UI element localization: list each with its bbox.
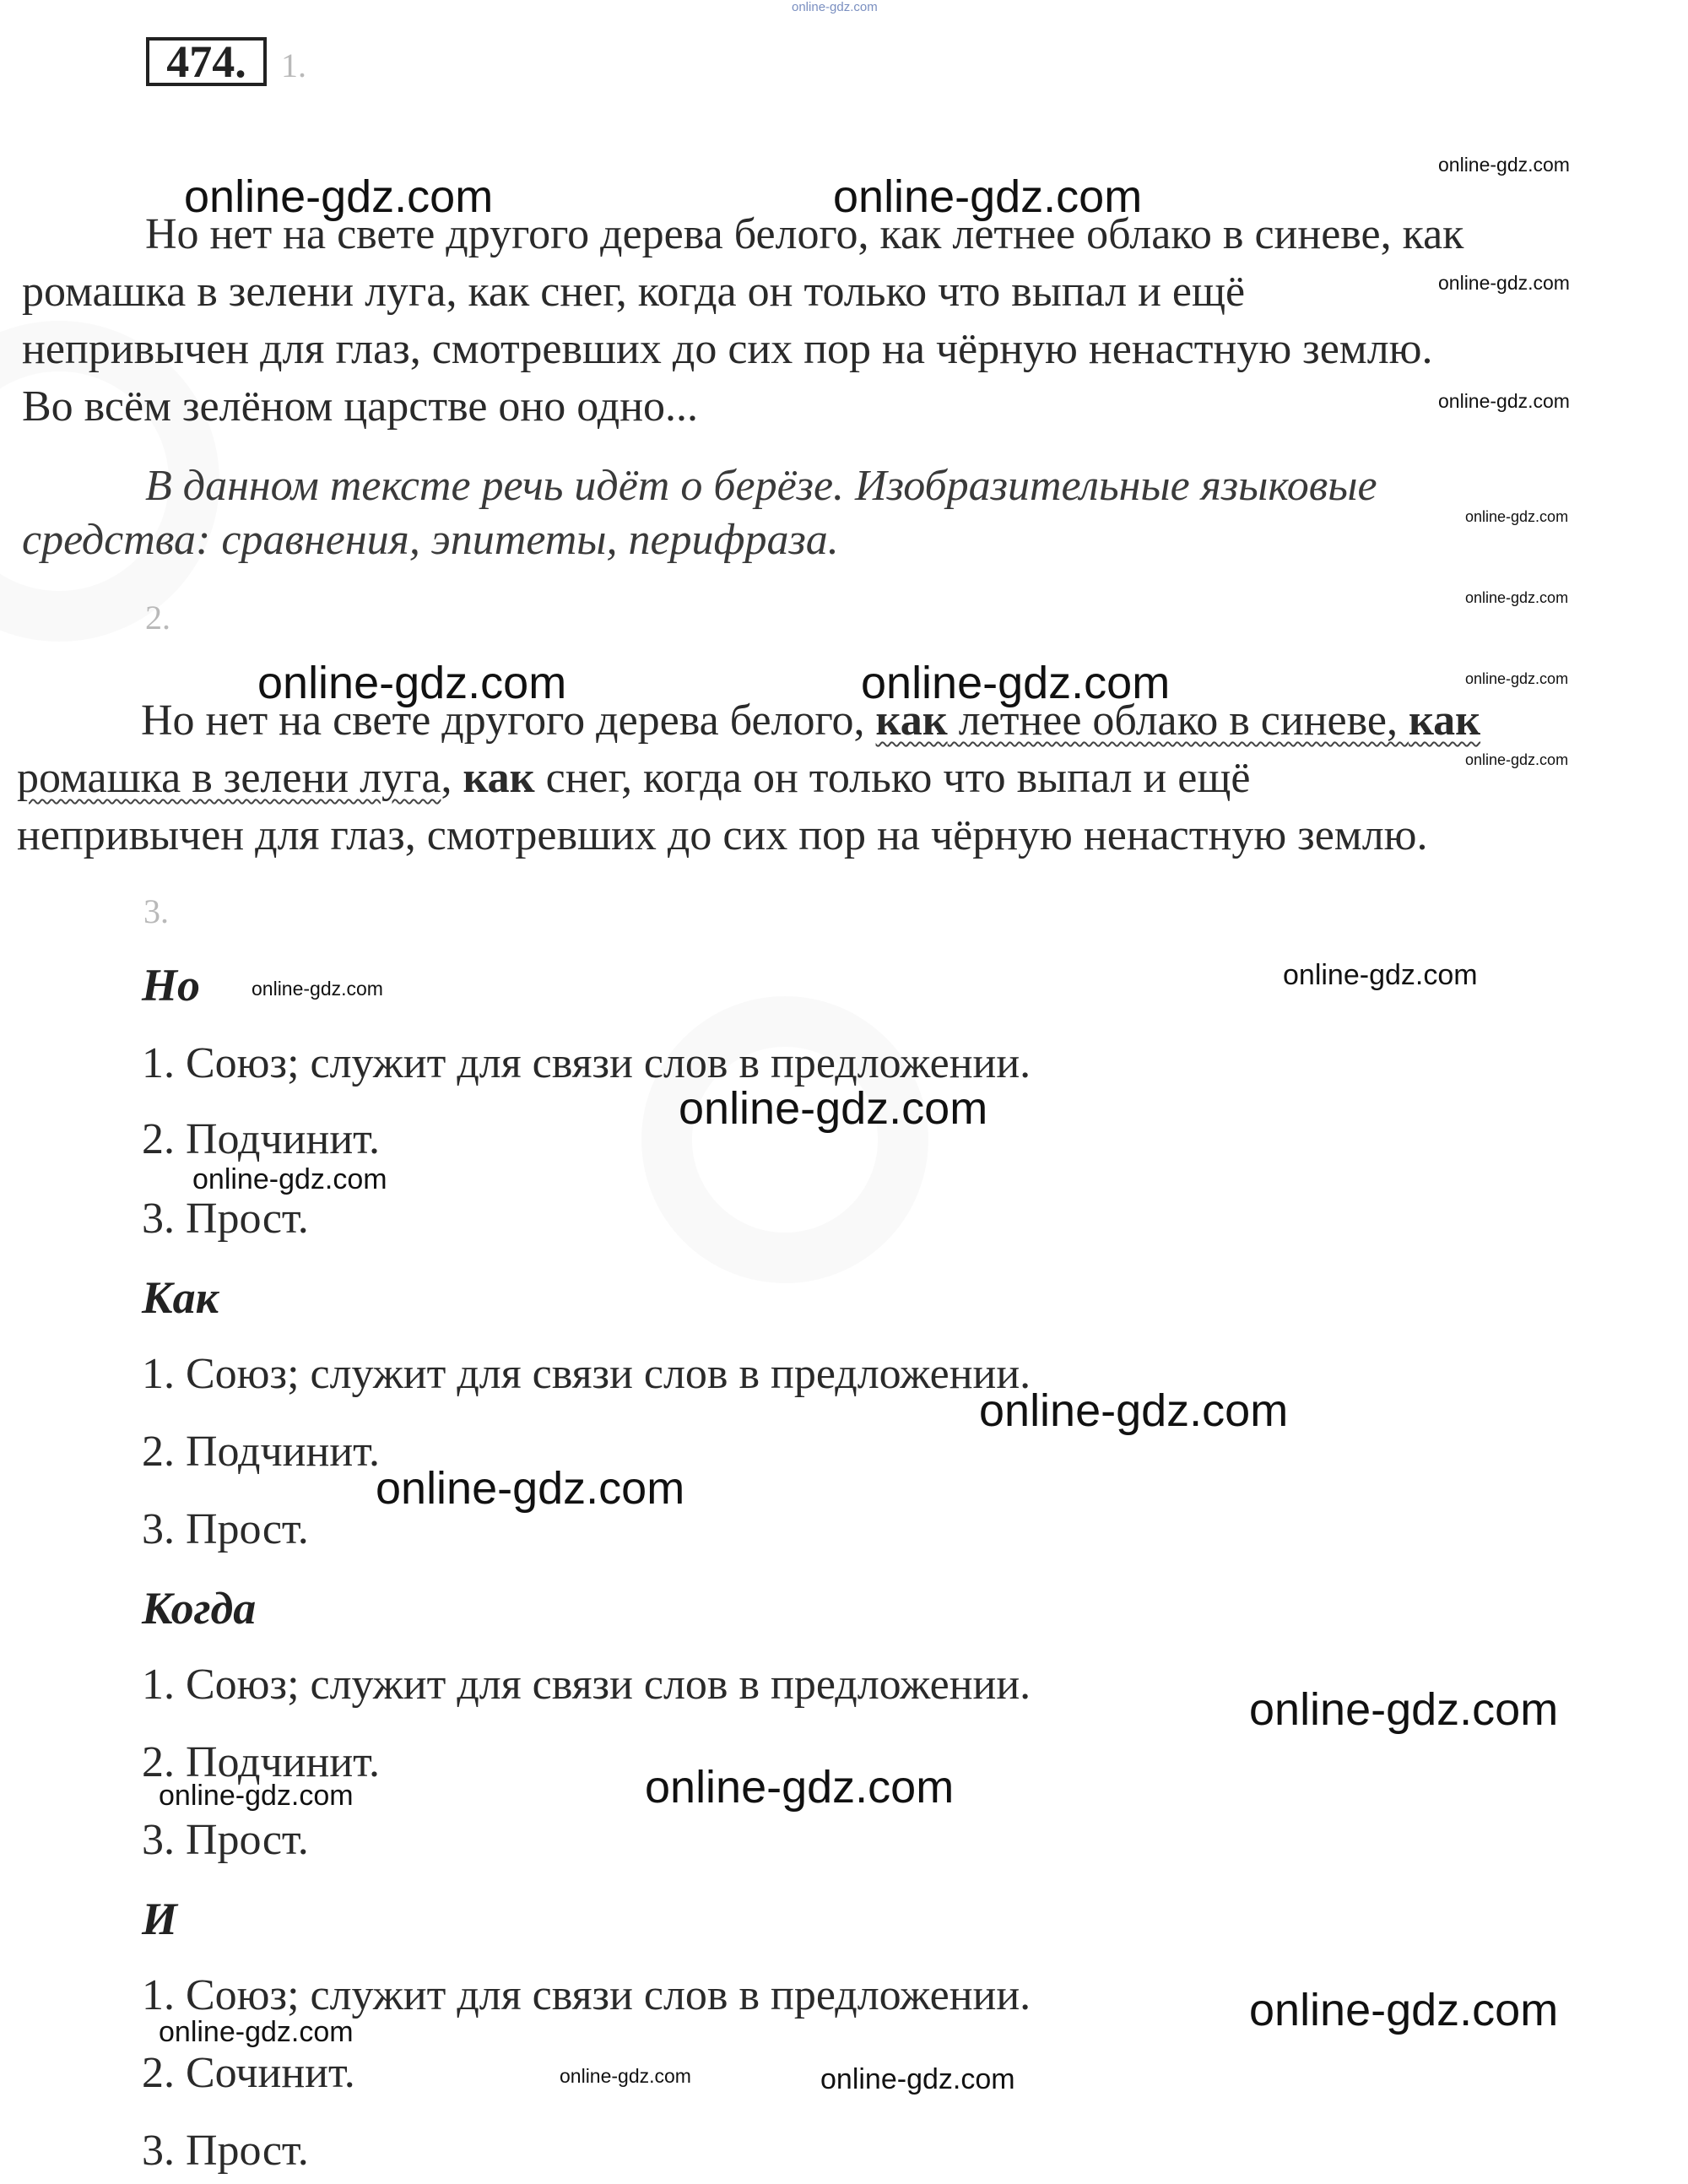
word-item: 1. Союз; служит для связи слов в предложении. bbox=[142, 1971, 1031, 2019]
watermark: online-gdz.com bbox=[1465, 508, 1569, 525]
word-item: 2. Сочинит. bbox=[142, 2049, 355, 2097]
text-fragment: , bbox=[441, 754, 463, 802]
watermark: online-gdz.com bbox=[1465, 751, 1569, 768]
watermark: online-gdz.com bbox=[1465, 589, 1569, 606]
watermark: online-gdz.com bbox=[1438, 390, 1570, 412]
watermark: online-gdz.com bbox=[184, 171, 494, 222]
watermark: online-gdz.com bbox=[1438, 154, 1570, 176]
watermark: online-gdz.com bbox=[159, 1780, 354, 1812]
word-heading: Как bbox=[142, 1272, 219, 1323]
word-heading: Но bbox=[142, 960, 201, 1011]
watermark: online-gdz.com bbox=[1249, 1684, 1559, 1735]
watermark: online-gdz.com bbox=[257, 658, 567, 708]
part-1-line: Но нет на свете другого дерева белого, как летнее облако в синеве, как bbox=[145, 210, 1464, 258]
text-fragment: Но нет на свете другого дерева белого, bbox=[141, 696, 876, 745]
watermark: online-gdz.com bbox=[376, 1463, 685, 1514]
watermark: online-gdz.com bbox=[861, 658, 1171, 708]
word-item: 2. Подчинит. bbox=[142, 1115, 380, 1163]
conjunction-kak: как bbox=[463, 754, 535, 802]
exercise-number: 474. bbox=[146, 37, 267, 86]
word-item: 3. Прост. bbox=[142, 1195, 309, 1243]
word-item: 3. Прост. bbox=[142, 1505, 309, 1553]
word-item: 1. Союз; служит для связи слов в предложении. bbox=[142, 1661, 1031, 1709]
part-2-line: непривычен для глаз, смотревших до сих пор на чёрную ненастную землю. bbox=[17, 811, 1428, 859]
watermark: online-gdz.com bbox=[159, 2016, 354, 2048]
part-2-label: 2. bbox=[145, 599, 170, 637]
text-fragment: снег, когда он только что выпал и ещё bbox=[534, 754, 1251, 802]
watermark: online-gdz.com bbox=[979, 1385, 1289, 1436]
watermark: online-gdz.com bbox=[679, 1083, 988, 1134]
part-1-line: ромашка в зелени луга, как снег, когда он только что выпал и ещё bbox=[22, 268, 1246, 316]
watermark: online-gdz.com bbox=[1249, 1985, 1559, 2035]
comparison-fragment: летнее облако в синеве, bbox=[947, 696, 1409, 745]
top-watermark: online-gdz.com bbox=[792, 0, 878, 14]
word-item: 3. Прост. bbox=[142, 1816, 309, 1864]
watermark: online-gdz.com bbox=[820, 2063, 1015, 2095]
comparison-fragment: ромашка в зелени луга bbox=[17, 754, 441, 802]
watermark: online-gdz.com bbox=[560, 2065, 691, 2087]
word-item: 2. Подчинит. bbox=[142, 1738, 380, 1786]
conjunction-kak: как bbox=[1408, 696, 1481, 745]
part-2-line bbox=[17, 753, 1250, 803]
part-1-line: непривычен для глаз, смотревших до сих пор на чёрную ненастную землю. bbox=[22, 325, 1433, 373]
part-1-line: Во всём зелёном царстве оно одно... bbox=[22, 382, 699, 431]
watermark: online-gdz.com bbox=[645, 1762, 955, 1813]
part-1-answer-line: В данном тексте речь идёт о берёзе. Изобразительные языковые bbox=[145, 462, 1377, 510]
word-heading: Когда bbox=[142, 1583, 257, 1634]
word-heading: И bbox=[142, 1894, 178, 1944]
word-item: 1. Союз; служит для связи слов в предложении. bbox=[142, 1039, 1031, 1087]
word-item: 3. Прост. bbox=[142, 2127, 309, 2175]
part-1-answer-line: средства: сравнения, эпитеты, перифраза. bbox=[22, 516, 839, 564]
watermark: online-gdz.com bbox=[1283, 959, 1478, 991]
watermark: online-gdz.com bbox=[833, 171, 1143, 222]
conjunction-kak: как bbox=[875, 696, 948, 745]
watermark: online-gdz.com bbox=[1465, 670, 1569, 687]
watermark: online-gdz.com bbox=[192, 1163, 387, 1195]
word-item: 2. Подчинит. bbox=[142, 1428, 380, 1476]
part-1-label: 1. bbox=[281, 46, 306, 84]
part-3-label: 3. bbox=[143, 892, 169, 930]
watermark: online-gdz.com bbox=[1438, 272, 1570, 294]
word-item: 1. Союз; служит для связи слов в предложении. bbox=[142, 1350, 1031, 1398]
watermark: online-gdz.com bbox=[252, 978, 383, 1000]
